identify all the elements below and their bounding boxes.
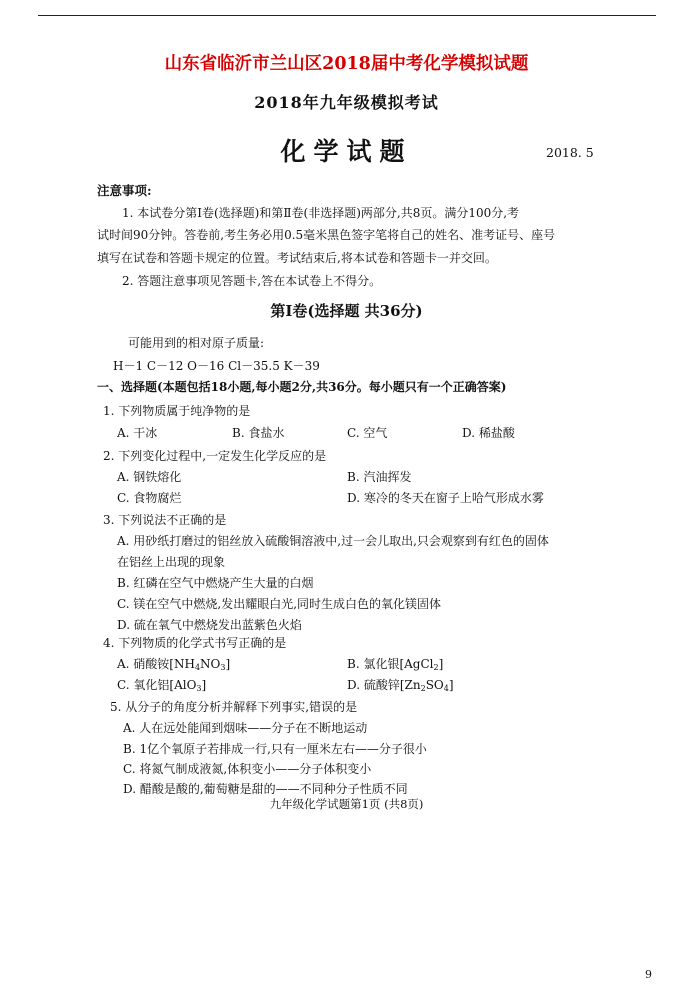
q3-option-a-cont: 在铝丝上出现的现象 xyxy=(117,555,226,569)
q4-option-b: B. 氯化银[AgCl$_2$] xyxy=(347,657,444,672)
q1-option-a: A. 干冰 xyxy=(117,426,158,440)
q4-option-c-label: C. 氧化铝[ xyxy=(117,678,175,692)
notice-item1-line1: 1. 本试卷分第Ⅰ卷(选择题)和第Ⅱ卷(非选择题)两部分,共8页。满分100分,考 xyxy=(122,206,520,220)
q3-option-c: C. 镁在空气中燃烧,发出耀眼白光,同时生成白色的氧化镁固体 xyxy=(117,597,442,611)
q3-option-a: A. 用砂纸打磨过的铝丝放入硫酸铜溶液中,过一会儿取出,只会观察到有红色的固体 xyxy=(117,534,549,548)
notice-item1-line2: 试时间90分钟。答卷前,考生务必用0.5毫米黑色签字笔将自己的姓名、准考证号、座号 xyxy=(97,228,556,242)
question-5-stem: 5. 从分子的角度分析并解释下列事实,错误的是 xyxy=(110,700,358,714)
q5-option-d: D. 醋酸是酸的,葡萄糖是甜的——不同种分子性质不同 xyxy=(123,782,408,796)
section-title: 第Ⅰ卷(选择题 共36分) xyxy=(270,302,423,320)
exam-date: 2018. 5 xyxy=(546,145,594,160)
q4-option-b-label: B. 氯化银[ xyxy=(347,657,405,671)
q1-option-b: B. 食盐水 xyxy=(232,426,285,440)
q5-option-c: C. 将氮气制成液氮,体积变小——分子体积变小 xyxy=(123,762,372,776)
atomic-mass-label: 可能用到的相对原子质量: xyxy=(128,336,265,350)
q4-option-a-label: A. 硝酸铵[ xyxy=(117,657,174,671)
q3-option-d: D. 硫在氧气中燃烧发出蓝紫色火焰 xyxy=(117,618,302,632)
notice-item2: 2. 答题注意事项见答题卡,答在本试卷上不得分。 xyxy=(122,274,382,288)
notice-item1-line3: 填写在试卷和答题卡规定的位置。考试结束后,将本试卷和答题卡一并交回。 xyxy=(97,251,497,265)
q1-option-c: C. 空气 xyxy=(347,426,388,440)
question-1-stem: 1. 下列物质属于纯净物的是 xyxy=(103,404,251,418)
q2-option-c: C. 食物腐烂 xyxy=(117,491,182,505)
q1-option-d: D. 稀盐酸 xyxy=(462,426,515,440)
atomic-mass-values: H－1 C－12 O－16 Cl－35.5 K－39 xyxy=(113,359,320,373)
q2-option-b: B. 汽油挥发 xyxy=(347,470,412,484)
q5-option-b: B. 1亿个氧原子若排成一行,只有一厘米左右——分子很小 xyxy=(123,742,427,756)
exam-subtitle: 2018年九年级模拟考试 xyxy=(254,93,439,112)
q4-option-d: D. 硫酸锌$[Zn_2SO_4]$ xyxy=(347,678,454,693)
q5-option-a: A. 人在远处能闻到烟味——分子在不断地运动 xyxy=(123,721,368,735)
notice-heading: 注意事项: xyxy=(97,183,152,198)
question-2-stem: 2. 下列变化过程中,一定发生化学反应的是 xyxy=(103,449,327,463)
question-4-stem: 4. 下列物质的化学式书写正确的是 xyxy=(103,636,287,650)
paper-title: 化学试题 xyxy=(280,137,413,166)
q2-option-d: D. 寒冷的冬天在窗子上哈气形成水雾 xyxy=(347,491,544,505)
page-number: 9 xyxy=(645,968,652,981)
q4-option-c: C. 氧化铝[AlO$_3$] xyxy=(117,678,207,693)
q2-option-a: A. 钢铁熔化 xyxy=(117,470,182,484)
q4-option-a: A. 硝酸铵$[NH_4NO_3]$ xyxy=(117,657,231,672)
page-footer: 九年级化学试题第1页 (共8页) xyxy=(269,797,424,811)
part-heading: 一、选择题(本题包括18小题,每小题2分,共36分。每小题只有一个正确答案) xyxy=(97,380,507,394)
q3-option-b: B. 红磷在空气中燃烧产生大量的白烟 xyxy=(117,576,314,590)
q4-option-d-label: D. 硫酸锌[ xyxy=(347,678,405,692)
document-title: 山东省临沂市兰山区2018届中考化学模拟试题 xyxy=(164,54,529,74)
top-rule xyxy=(38,15,656,16)
question-3-stem: 3. 下列说法不正确的是 xyxy=(103,513,227,527)
